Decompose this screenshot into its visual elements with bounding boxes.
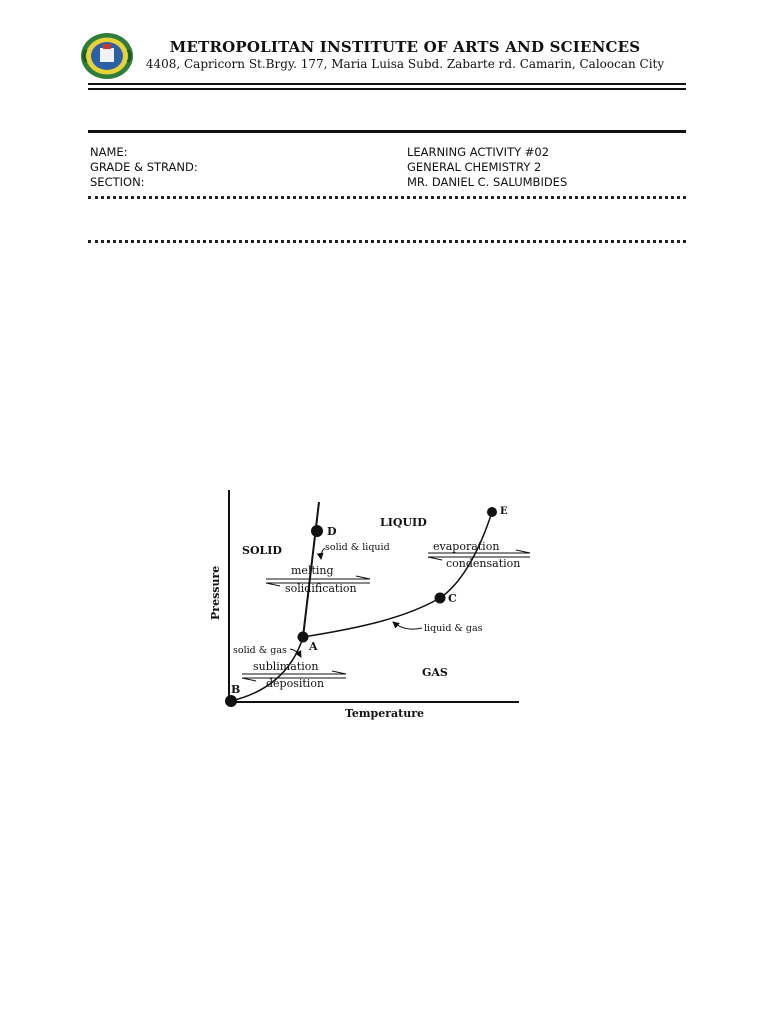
sublimation-label: sublimation — [253, 660, 319, 673]
dotted-divider-top — [88, 196, 686, 199]
point-b-label: B — [231, 683, 241, 696]
liquid-gas-label: liquid & gas — [424, 623, 483, 634]
header-divider — [88, 83, 686, 85]
point-c-marker — [435, 593, 446, 604]
dotted-divider-bottom — [88, 240, 686, 243]
solid-liquid-label: solid & liquid — [325, 542, 390, 553]
solidification-label: solidification — [285, 582, 357, 595]
name-label: NAME: — [90, 145, 128, 159]
liquid-gas-pointer — [393, 622, 422, 629]
document-header — [0, 0, 768, 130]
solid-gas-label: solid & gas — [233, 645, 287, 656]
grade-strand-label: GRADE & STRAND: — [90, 160, 198, 174]
liquid-region-label: LIQUID — [380, 516, 427, 529]
subject-name: GENERAL CHEMISTRY 2 — [407, 160, 542, 174]
point-b-marker — [225, 695, 237, 707]
point-d-label: D — [327, 525, 337, 538]
teacher-name: MR. DANIEL C. SALUMBIDES — [407, 175, 568, 189]
school-name: METROPOLITAN INSTITUTE OF ARTS AND SCIENCES — [169, 38, 641, 56]
melting-label: melting — [291, 564, 334, 577]
header-divider-second — [88, 88, 686, 90]
point-e-label: E — [500, 506, 508, 517]
point-d-marker — [311, 525, 323, 537]
condensation-label: condensation — [446, 557, 521, 570]
info-top-rule — [88, 130, 686, 133]
gas-region-label: GAS — [422, 666, 448, 679]
point-a-label: A — [309, 640, 318, 653]
school-address: 4408, Capricorn St.Brgy. 177, Maria Luisa Subd. Zabarte rd. Camarin, Caloocan City — [145, 57, 665, 71]
phase-diagram — [200, 488, 560, 728]
point-e-marker — [487, 507, 497, 517]
school-seal-icon — [80, 32, 134, 80]
solid-region-label: SOLID — [242, 544, 282, 557]
y-axis-title: Pressure — [209, 565, 222, 620]
activity-title: LEARNING ACTIVITY #02 — [407, 145, 550, 159]
student-info-fields — [90, 145, 198, 190]
deposition-label: deposition — [266, 677, 325, 690]
x-axis-title: Temperature — [345, 707, 425, 720]
evaporation-label: evaporation — [433, 540, 500, 553]
section-label: SECTION: — [90, 175, 145, 189]
point-a-marker — [298, 632, 309, 643]
activity-info — [407, 145, 567, 190]
point-c-label: C — [448, 592, 457, 605]
